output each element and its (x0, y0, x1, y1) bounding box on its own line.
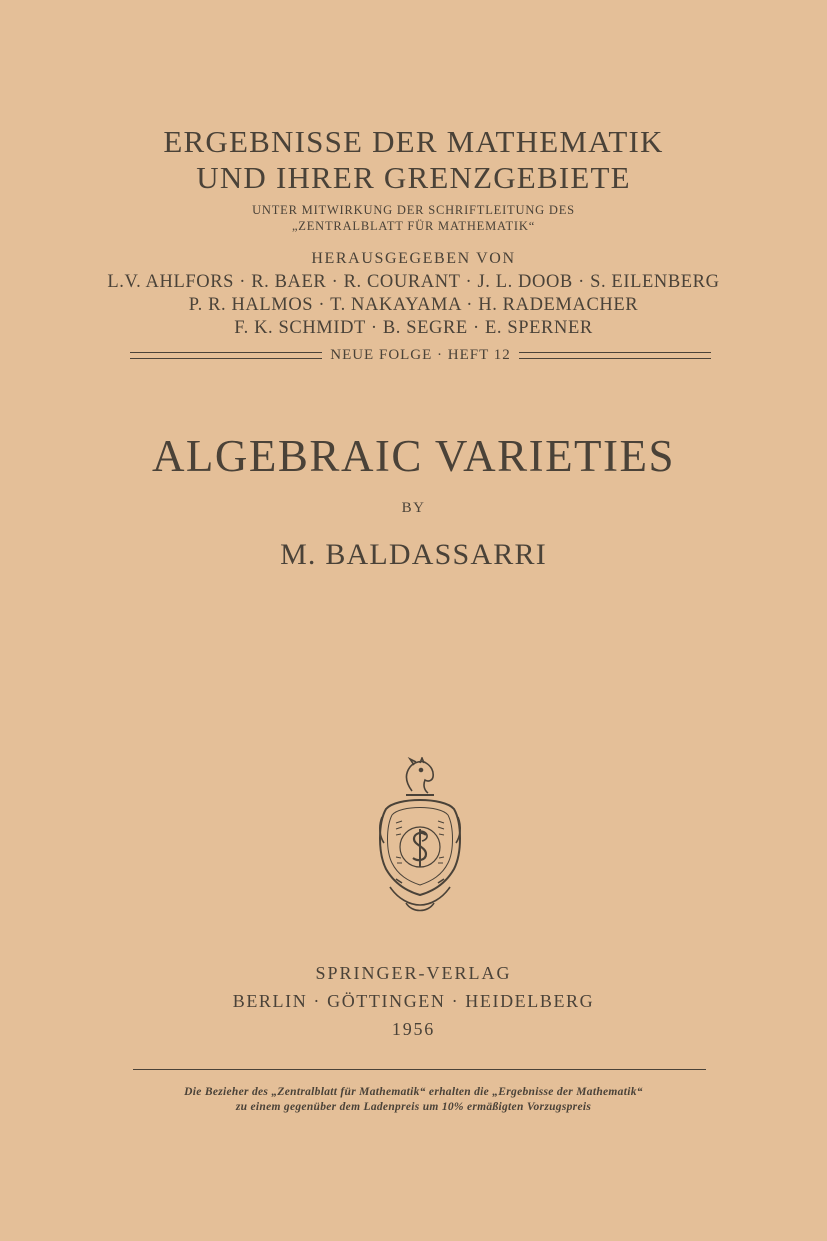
book-title: ALGEBRAIC VARIETIES (151, 431, 676, 481)
editors-line-1: L.V. AHLFORS · R. BAER · R. COURANT · J. L. DOOB · S. EILENBERG (107, 272, 720, 292)
series-number-row (130, 344, 711, 366)
series-title-line-1: ERGEBNISSE DER MATHEMATIK (163, 124, 664, 159)
springer-horse-head-logo-icon (376, 757, 464, 915)
editors-line-3: F. K. SCHMIDT · B. SEGRE · E. SPERNER (234, 318, 593, 338)
publisher-cities: BERLIN · GÖTTINGEN · HEIDELBERG (232, 991, 595, 1011)
editors-line-2: P. R. HALMOS · T. NAKAYAMA · H. RADEMACHER (188, 295, 639, 315)
footnote-line-1: Die Bezieher des „Zentralblatt für Mathematik“ erhalten die „Ergebnisse der Mathematik“ (184, 1086, 643, 1098)
herausgegeben-label: HERAUSGEGEBEN VON (311, 250, 516, 267)
series-subtitle-line-1: UNTER MITWIRKUNG DER SCHRIFTLEITUNG DES (252, 203, 575, 217)
by-label: BY (401, 500, 426, 516)
publisher-name: SPRINGER-VERLAG (315, 963, 512, 983)
publication-year: 1956 (391, 1019, 436, 1039)
double-rule-left (130, 352, 322, 359)
series-subtitle-line-2: „ZENTRALBLATT FÜR MATHEMATIK“ (291, 219, 536, 233)
footnote-divider (133, 1069, 706, 1070)
series-title-line-2: UND IHRER GRENZGEBIETE (196, 160, 631, 195)
footnote-line-2: zu einem gegenüber dem Ladenpreis um 10% ermäßigten Vorzugspreis (235, 1101, 592, 1113)
author-name: M. BALDASSARRI (280, 538, 547, 571)
double-rule-right (519, 352, 711, 359)
series-number: NEUE FOLGE · HEFT 12 (330, 346, 511, 363)
